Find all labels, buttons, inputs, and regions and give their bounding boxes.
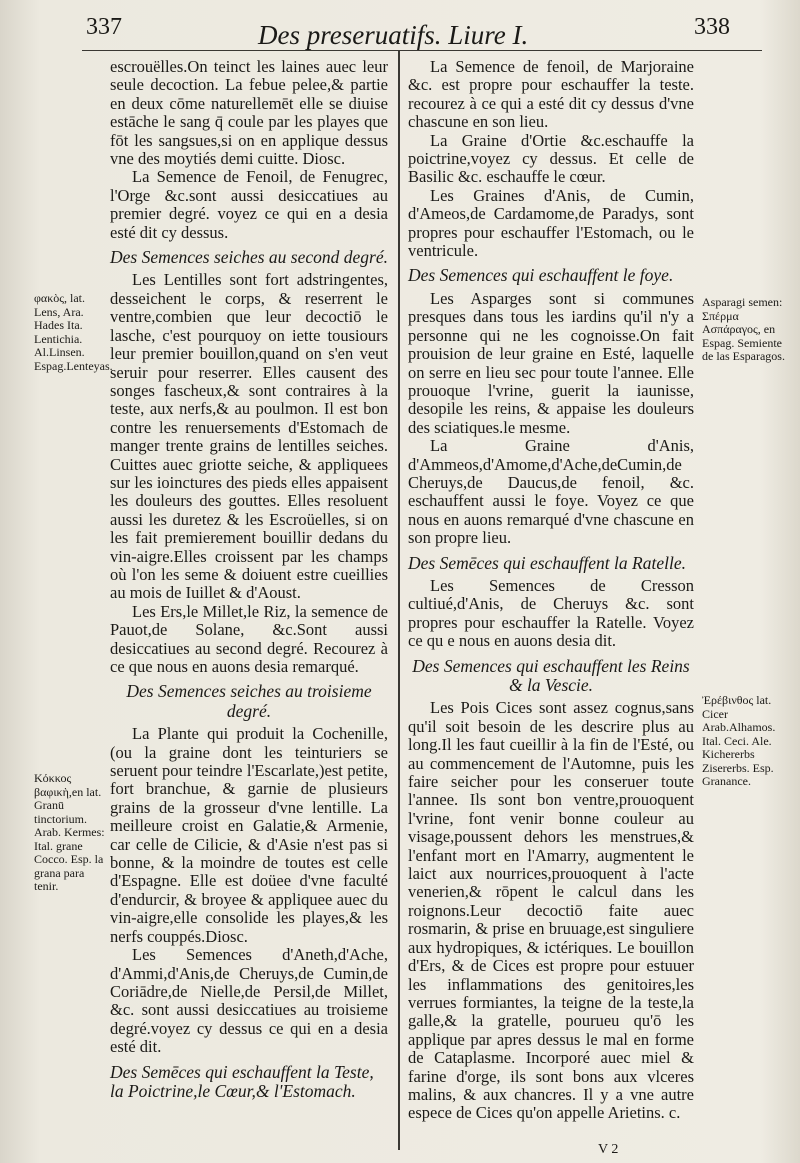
column-divider (398, 50, 400, 1150)
paragraph: La Semence de fenoil, de Marjoraine &c. est propre pour eschauffer la teste. recourez à ce qui a esté dit cy dessus d'vne chascune en son lieu. (408, 57, 694, 132)
paragraph: Les Pois Cices sont assez cognus,sans qu'il soit besoin de les descrire plus au long.Il les faut cueillir à la fin de l'Esté, ou au commencement de l'Automne, puis les faire seicher pour les conseruer toute l'annee. Ils sont bon ventre,prouoquent l'vrine, font venir bonne couleur au visage,poussent dehors les menstrues,& l'enfant mort en l'Amarry, augmentent le laict aux nourrices,prouoquent à l'acte venerien,& rōpent le calcul dans les roignons.Leur decoctiō faite auec rosmarin, & prise en bruuage,est singuliere aux hydropiques, & ictériques. Le bouillon d'Ers, & de Cices est propre pour estuuer les inflammations des genitoires,les verrues formiantes, la teigne de la teste,la galle,& la gratelle, pourueu qu'ō les applique par apres dessus le mal en forme de Cataplasme. Incorporé auec miel & farine d'orge, ils sont bons aux vlceres malins, & aux chancres. Il y a vne autre espece de Cices qu'on appelle Arietins. c. (408, 698, 694, 1123)
page-number-left: 337 (86, 14, 122, 40)
paragraph: Les Semences de Cresson cultiué,d'Anis, de Cheruys &c. sont propres pour eschauffer la Ratelle. Voyez ce qu e nous en auons desia dit. (408, 575, 694, 651)
paragraph: escrouëlles.On teinct les laines auec leur seule decoction. La febue pelee,& partie en deux cōme naturellemēt elle se diuise estāche le sang q̄ coule par les playes que fōt les sangsues,si on en applique dessus vne des moytiés demi cuitte. Diosc. (110, 57, 388, 169)
right-column (408, 58, 694, 1123)
section-heading: Des Semences seiches au troisieme degré. (126, 681, 372, 721)
paragraph: La Plante qui produit la Cochenille, (ou la graine dont les teinturiers se seruent pour teindre l'Escarlate,)est petite, fort branchue, & garnie de plusieurs grains de la grosseur d'vne lentille. La meilleure croist en Galatie,& Armenie, car celle de Cilicie, & d'Asie n'est pas si bonne, & la moindre de toutes est celle d'Espagne. Elle est doüee d'vne faculté d'endurcir, & broyee & appliquee auec du vin-aigre,elle consolide les playes,& les nerfs couppés.Diosc. (110, 724, 388, 946)
paragraph: Les Asparges sont si communes presques dans tous les iardins qu'il n'y a personne qui ne les cognoisse.On fait prouision de leur graine en Esté, laquelle on serre en lieu sec pour toute l'annee. Elle prouoque l'vrine, guerit la iaunisse, desopile les reins, & appaise les douleurs des sciatiques.le mesme. (408, 288, 694, 437)
margin-note: Ἐρέβινθος lat. Cicer Arab.Alhamos. Ital. Ceci. Ale. Kichererbs Zisererbs. Esp. Granance. (702, 693, 776, 788)
page-number-right: 338 (694, 14, 730, 40)
paragraph: La Graine d'Ortie &c.eschauffe la poictrine,voyez cy dessus. Et celle de Basilic &c. eschauffe le cœur. (408, 130, 694, 187)
section-heading: Des Semences seiches au second degré. (110, 247, 388, 268)
section-heading: Des Semences qui eschauffent le foye. (408, 265, 674, 286)
running-title: Des preseruatifs. Liure I. (258, 20, 529, 50)
signature-mark: V 2 (598, 1142, 619, 1157)
paragraph: Les Graines d'Anis, de Cumin, d'Ameos,de Cardamome,de Paradys, sont propres pour eschauffer l'Estomach, ou le ventricule. (408, 185, 694, 261)
section-heading: Des Semēces qui eschauffent la Ratelle. (408, 552, 686, 573)
margin-note: Asparagi semen: Σπέρμα Ασπάραγος, en Espag. Semiente de las Esparagos. (702, 295, 785, 363)
paragraph: Les Semences d'Aneth,d'Ache, d'Ammi,d'Anis,de Cheruys,de Cumin,de Coriādre,de Nielle,de Persil,de Millet, &c. sont aussi desiccatiues au troisieme degré.voyez cy dessus ce qui en a desia esté dit. (110, 945, 388, 1057)
paragraph: Les Ers,le Millet,le Riz, la semence de Pauot,de Solane, &c.Sont aussi desiccatiues au second degré. Recourez à ce que nous en auons desia remarqué. (110, 601, 388, 676)
margin-note: Κόκκος βαφικὴ,en lat. Granū tinctorium. Arab. Kermes: Ital. grane Cocco. Esp. la grana para tenir. (34, 771, 105, 893)
paragraph: La Graine d'Anis, d'Ammeos,d'Amome,d'Ache,deCumin,de Cheruys,de Daucus,de fenoil, &c. eschauffent aussi le foye. Voyez ce que nous en auons remarqué d'vne chascune en son propre lieu. (408, 436, 694, 548)
margin-note: φακὸς, lat. Lens, Ara. Hades Ita. Lentichia. Al.Linsen. Espag.Lenteyas. (34, 291, 113, 373)
left-column (110, 58, 388, 1105)
section-heading: Des Semences qui eschauffent les Reins & la Vescie. (412, 655, 690, 695)
paragraph: La Semence de Fenoil, de Fenugrec, l'Orge &c.sont aussi desiccatiues au premier degré. voyez ce qui en a desia esté dit cy dessus. (110, 167, 388, 242)
paragraph: Les Lentilles sont fort adstringentes, desseichent le corps, & reserrent le ventre,combien que leur decoctiō le lasche, c'est pourquoy on iette tousiours leur premier bouillon,quand on s'en veut seruir pour reserrer. Elles causent des songes fascheux,& sont contraires à la teste, aux nerfs,& au poulmon. Il est bon contre les renuersements d'Estomach de manger trente grains de lentilles seiches. Cuittes auec griotte seiche, & appliquees sur les ioinctures des pieds elles appaisent les douleurs des gouttes. Elles resoluent aussi les duretez & les Escroüelles, si on les fait premierement bouillir dedans du vin-aigre.Elles croissent par les champs où l'on les seme & doiuent estre cueillies au mois de Iuillet & d'Aoust. (110, 270, 388, 603)
section-heading: Des Semēces qui eschauffent la Teste, la Poictrine,le Cœur,& l'Estomach. (110, 1061, 374, 1101)
